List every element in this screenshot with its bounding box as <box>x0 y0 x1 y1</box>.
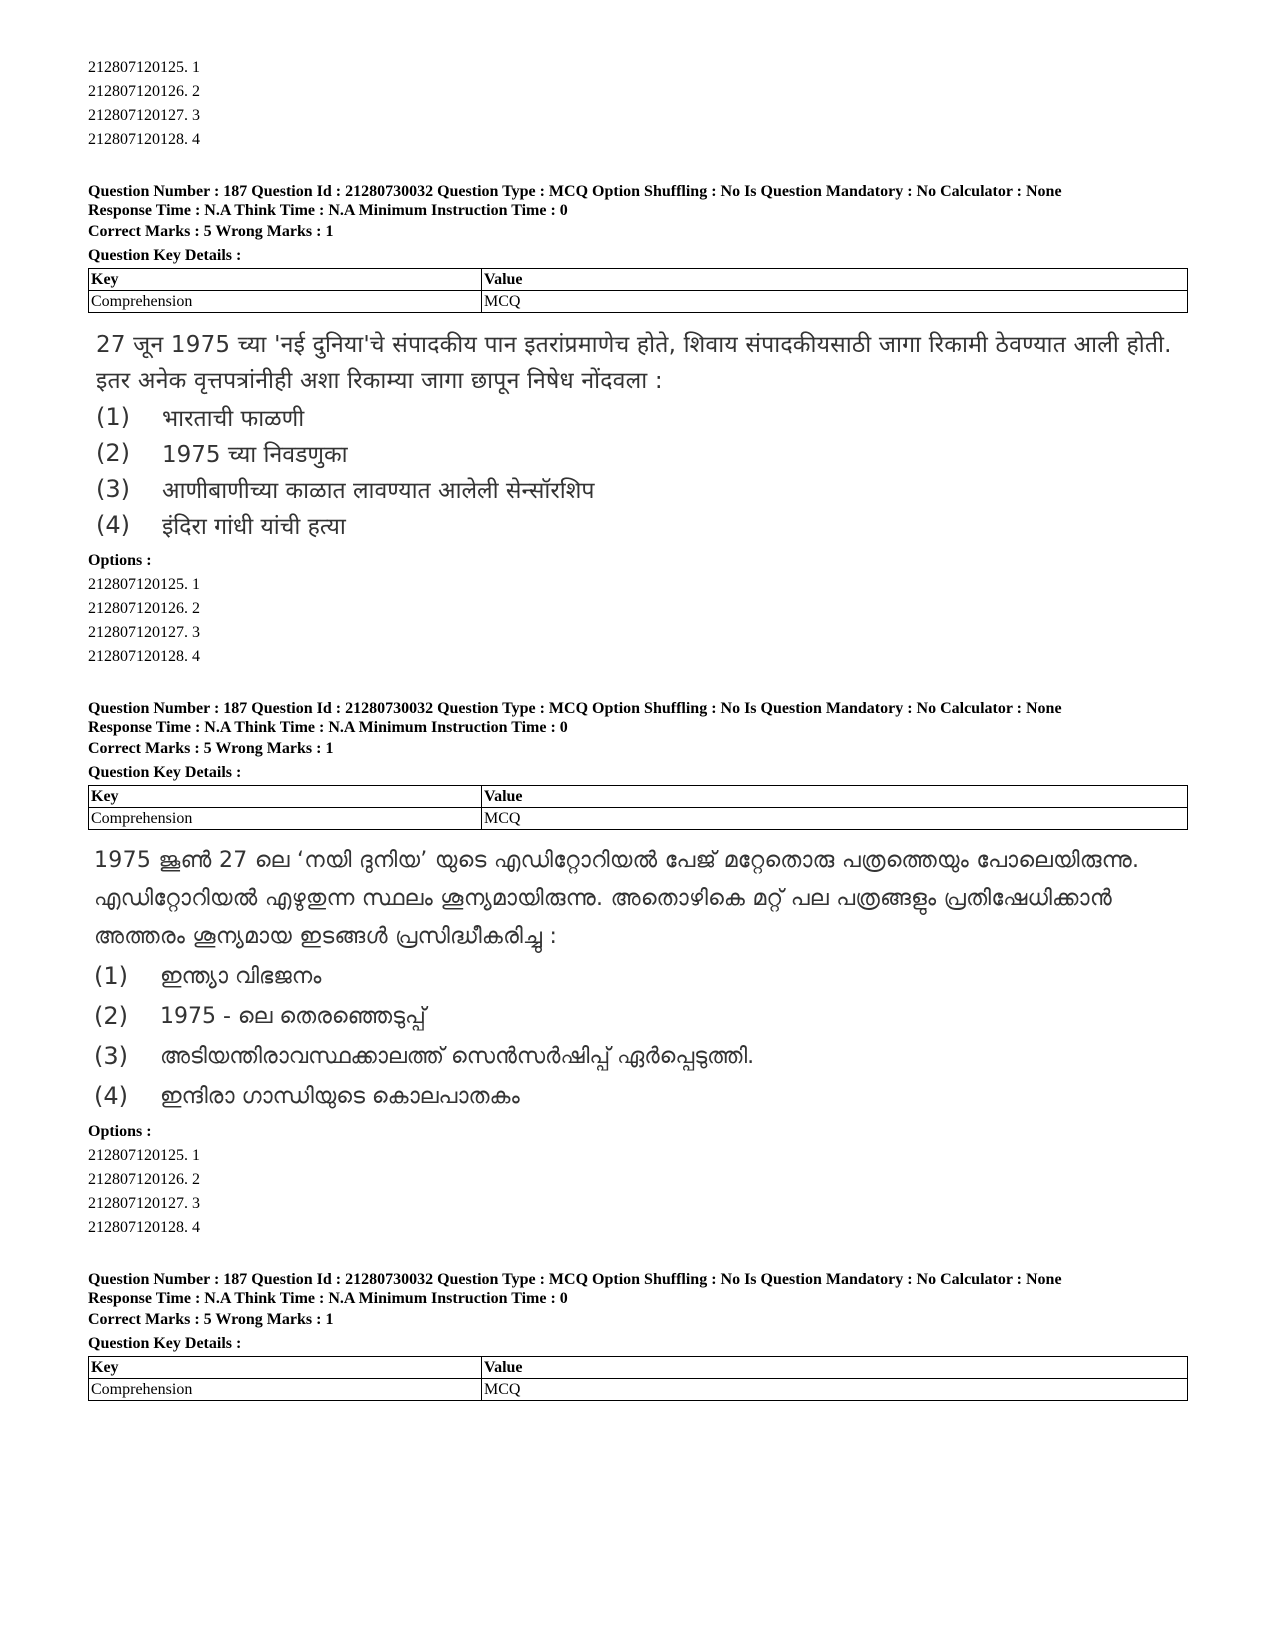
choice-number: (1) <box>96 403 130 431</box>
option-item: 212807120125. 1 <box>88 59 200 76</box>
question-content <box>88 327 1188 543</box>
question-header-line2: Response Time : N.A Think Time : N.A Minimum Instruction Time : 0 <box>88 1290 568 1307</box>
option-item: 212807120127. 3 <box>88 107 200 124</box>
marks-line: Correct Marks : 5 Wrong Marks : 1 <box>88 1311 334 1328</box>
choice-text: भारताची फाळणी <box>162 406 305 432</box>
table-cell-key: Comprehension <box>89 291 482 313</box>
option-item: 212807120128. 4 <box>88 1219 200 1236</box>
question-content <box>88 842 1188 1116</box>
table-header-value: Value <box>482 786 1188 808</box>
choice-item <box>94 996 1188 1036</box>
choice-item <box>94 956 1188 996</box>
option-item: 212807120126. 2 <box>88 600 200 617</box>
table-header-value: Value <box>482 269 1188 291</box>
choice-item <box>94 1036 1188 1076</box>
question-text: 1975 ജൂൺ 27 ലെ ‘നയി ദുനിയ’ യുടെ എഡിറ്റോറിയൽ പേജ് മറ്റേതൊരു പത്രത്തെയും പോലെയിരുന്നു. എഡിറ്റോറിയൽ എഴുതുന്ന സ്ഥലം ശൂന്യമായിരുന്നു. അതൊഴികെ മറ്റ് പല പത്രങ്ങളും പ്രതിഷേധിക്കാൻ അത്തരം ശൂന്യമായ ഇടങ്ങൾ പ്രസിദ്ധീകരിച്ചു : <box>94 848 1140 949</box>
top-options-list <box>88 56 1188 152</box>
choice-text: 1975 - ലെ തെരഞ്ഞെടുപ്പ് <box>160 1003 426 1029</box>
option-item: 212807120126. 2 <box>88 83 200 100</box>
option-item: 212807120128. 4 <box>88 648 200 665</box>
options-list <box>88 1144 1188 1240</box>
table-header-row <box>89 1357 1188 1379</box>
table-row <box>89 1379 1188 1401</box>
key-details-label: Question Key Details : <box>88 247 242 264</box>
choice-number: (3) <box>96 475 130 503</box>
choice-text: ഇന്ദിരാ ഗാന്ധിയുടെ കൊലപാതകം <box>160 1083 520 1109</box>
key-details-table <box>88 785 1188 830</box>
options-label: Options : <box>88 1123 152 1140</box>
question-block-marathi <box>88 182 1188 669</box>
marks-line: Correct Marks : 5 Wrong Marks : 1 <box>88 223 334 240</box>
table-row <box>89 808 1188 830</box>
table-cell-key: Comprehension <box>89 1379 482 1401</box>
option-item: 212807120128. 4 <box>88 131 200 148</box>
choice-number: (4) <box>94 1082 128 1110</box>
table-header-value: Value <box>482 1357 1188 1379</box>
question-text: 27 जून 1975 च्या 'नई दुनिया'चे संपादकीय पान इतरांप्रमाणेच होते, शिवाय संपादकीयसाठी जागा रिकामी ठेवण्यात आली होती. इतर अनेक वृत्तपत्रांनीही अशा रिकाम्या जागा छापून निषेध नोंदवला : <box>96 332 1172 394</box>
choice-number: (4) <box>96 511 130 539</box>
table-header-row <box>89 269 1188 291</box>
key-details-label: Question Key Details : <box>88 1335 242 1352</box>
choice-text: അടിയന്തിരാവസ്ഥക്കാലത്ത് സെൻസർഷിപ്പ് ഏർപ്പെടുത്തി. <box>160 1043 755 1069</box>
choice-number: (3) <box>94 1042 128 1070</box>
question-block-malayalam <box>88 699 1188 1240</box>
question-header-line1: Question Number : 187 Question Id : 21280730032 Question Type : MCQ Option Shuffling : No Is Question Mandatory : No Calculator : None <box>88 183 1062 200</box>
marks-line: Correct Marks : 5 Wrong Marks : 1 <box>88 740 334 757</box>
table-cell-value: MCQ <box>482 808 1188 830</box>
choice-number: (2) <box>94 1002 128 1030</box>
question-header-line1: Question Number : 187 Question Id : 21280730032 Question Type : MCQ Option Shuffling : No Is Question Mandatory : No Calculator : None <box>88 700 1062 717</box>
option-item: 212807120126. 2 <box>88 1171 200 1188</box>
choice-text: ഇന്ത്യാ വിഭജനം <box>160 963 322 989</box>
choice-number: (1) <box>94 962 128 990</box>
key-details-table <box>88 1356 1188 1401</box>
question-header-line1: Question Number : 187 Question Id : 21280730032 Question Type : MCQ Option Shuffling : No Is Question Mandatory : No Calculator : None <box>88 1271 1062 1288</box>
table-header-key: Key <box>89 1357 482 1379</box>
options-label: Options : <box>88 552 152 569</box>
document-page <box>88 56 1188 1401</box>
table-cell-key: Comprehension <box>89 808 482 830</box>
key-details-label: Question Key Details : <box>88 764 242 781</box>
choice-item <box>94 1076 1188 1116</box>
table-row <box>89 291 1188 313</box>
option-item: 212807120125. 1 <box>88 576 200 593</box>
table-header-key: Key <box>89 269 482 291</box>
choice-text: इंदिरा गांधी यांची हत्या <box>162 514 346 540</box>
table-header-key: Key <box>89 786 482 808</box>
table-cell-value: MCQ <box>482 291 1188 313</box>
question-header-line2: Response Time : N.A Think Time : N.A Minimum Instruction Time : 0 <box>88 202 568 219</box>
table-cell-value: MCQ <box>482 1379 1188 1401</box>
question-header-line2: Response Time : N.A Think Time : N.A Minimum Instruction Time : 0 <box>88 719 568 736</box>
choice-item <box>96 435 1188 471</box>
option-item: 212807120125. 1 <box>88 1147 200 1164</box>
choice-item <box>96 399 1188 435</box>
option-item: 212807120127. 3 <box>88 624 200 641</box>
choice-text: आणीबाणीच्या काळात लावण्यात आलेली सेन्सॉरशिप <box>162 478 595 504</box>
table-header-row <box>89 786 1188 808</box>
options-list <box>88 573 1188 669</box>
question-block-3 <box>88 1270 1188 1401</box>
option-item: 212807120127. 3 <box>88 1195 200 1212</box>
choice-number: (2) <box>96 439 130 467</box>
key-details-table <box>88 268 1188 313</box>
choice-text: 1975 च्या निवडणुका <box>162 442 348 468</box>
choice-item <box>96 507 1188 543</box>
choice-item <box>96 471 1188 507</box>
